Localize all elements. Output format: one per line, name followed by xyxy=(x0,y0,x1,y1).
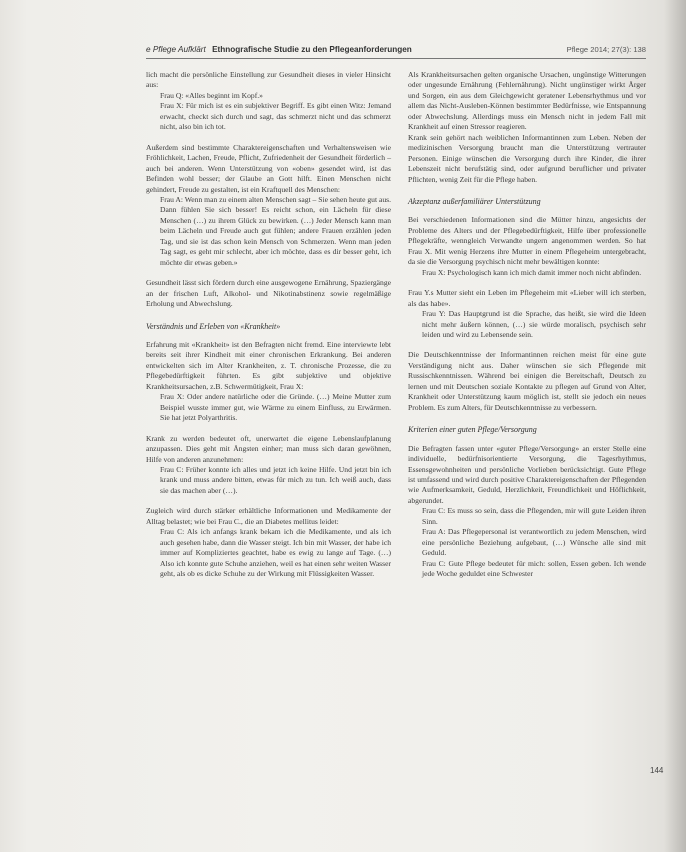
right-column xyxy=(408,70,646,579)
interview-quote: Frau X: Psychologisch kann ich mich damit immer noch nicht abfinden. xyxy=(422,267,642,277)
page-number: 144 xyxy=(650,766,664,775)
body-paragraph: Erfahrung mit «Krankheit» ist den Befragten nicht fremd. Eine interviewte lebt bereits seit ihrer Kindheit mit einer chronischen Erkrankung. Bei anderen entwickelten sich im Alter Krankheiten, z. T. chronische Prozesse, die zu Pflegebedürftigkeit führten. Es gibt subjektive und objektive Krankheitsursachen, z.B. Schwermütigkeit, Frau X: xyxy=(146,339,391,391)
interview-quote: Frau C: Als ich anfangs krank bekam ich die Medikamente, und als ich auch gesehen habe, dann die Wasser steigt. Ich bin mit Wasser, der habe ich immer auf Kompliziertes geachtet, habe es ewig zu lange auf Tage. (…) Also ich konnte gute Schuhe anziehen, weil es hat einen sehr weiten Wasser geht, als ob es dicke Schuhe zu der Wirkung mit Flüssigkeiten Wasser. xyxy=(160,527,391,579)
body-paragraph: Die Deutschkenntnisse der Informantinnen reichen meist für eine gute Verständigung nicht aus. Daher wünschen sie sich Pflegende mit Russischkenntnissen. Während bei einigen die Bereitschaft, Deutsch zu lernen und mit Deutschen soziale Kontakte zu pflegen auf Grund von Alter, Krankheit oder Unterstützung kaum möglich ist, stellt sie jedoch ein neues Problem. Es zum Alters, für Deutschkenntnisse zu verbessern. xyxy=(408,350,646,412)
interview-quote: Frau C: Gute Pflege bedeutet für mich: sollen, Essen geben. Ich wende jede Woche geduldet eine Schwester xyxy=(422,558,646,579)
body-paragraph: Krank sein gehört nach weiblichen Informantinnen zum Leben. Neben der medizinischen Versorgung braucht man die Unterstützung vertrauter Personen. Einige wünschen die Versorgung durch ihre Kinder, die ihrer Lebenszeit nicht berufstätig sind, oder aufgrund beruflicher und privater Pflichten, wenig Zeit für die Pflege haben. xyxy=(408,132,646,184)
interview-quote: Frau Y: Das Hauptgrund ist die Sprache, das heißt, sie wird die Ideen nicht mehr äußern können, (…) sie würde moralisch, psychisch sehr leiden und wird zu Lebensende sein. xyxy=(422,309,646,339)
section-heading: Verständnis und Erleben von «Krankheit» xyxy=(146,321,281,331)
body-paragraph: Die Befragten fassen unter «guter Pflege/Versorgung» an erster Stelle eine individuelle, bedürfnisorientierte Versorgung, die Tagesrhythmus, Essensgewohnheiten und persönliche Vorlieben berücksichtigt. Gute Pflege ist umfassend und wird durch positive Charaktereigenschaften der Pflegenden wie Aufmerksamkeit, Geduld, Herzlichkeit, Freundlichkeit und Höflichkeit, abgerundet. xyxy=(408,443,646,505)
interview-quote: Frau X: Für mich ist es ein subjektiver Begriff. Es gibt einen Witz: Jemand erwacht, checkt sich durch und sagt, das schmerzt nicht und das schmerzt nicht, also bin ich tot. xyxy=(160,101,391,132)
left-column xyxy=(146,70,391,579)
body-paragraph: Zugleich wird durch stärker erhältliche Informationen und Medikamente der Alltag belastet; wie bei Frau C., die an Diabetes mellitus leidet: xyxy=(146,506,391,526)
header-author: e Pflege Aufklärt xyxy=(146,45,206,54)
interview-quote: Frau C: Früher konnte ich alles und jetzt ich keine Hilfe. Und jetzt bin ich krank und muss andere bitten, etwas für mich zu tun. Ich weiß auch, dass sie das machen aber (…). xyxy=(160,464,391,495)
interview-quote: Frau X: Oder andere natürliche oder die Gründe. (…) Meine Mutter zum Beispiel wusste immer gut, wie Wärme zu einem Einfluss, zu Erwärmen. Sie hat jetzt Polyarthritis. xyxy=(160,392,391,423)
body-paragraph: Bei verschiedenen Informationen sind die Mütter hinzu, angesichts der Probleme des Alters und der Pflegebedürftigkeit, Hilfe über professionelle Pflegekräfte, wenngleich Verwandte ungern angenommen werden. So hat Frau X. Mit wenig Herzens ihre Mutter in einem Pflegeheim untergebracht, da sie die Versorgung psychisch nicht mehr bewältigen konnte: xyxy=(408,215,646,267)
interview-quote: Frau Q: «Alles beginnt im Kopf.» xyxy=(160,90,263,100)
body-paragraph: lich macht die persönliche Einstellung zur Gesundheit dieses in vieler Hinsicht aus: xyxy=(146,70,391,90)
interview-quote: Frau C: Es muss so sein, dass die Pflegenden, mir will gute Leiden ihren Sinn. xyxy=(422,506,646,526)
body-paragraph: Außerdem sind bestimmte Charaktereigenschaften und Verhaltensweisen wie Fröhlichkeit, Lachen, Freude, Pflicht, Zufriedenheit der Gesundheit förderlich – auch bei anderen. Wenn Unterstützung von «oben» gesendet wird, ist das Befinden wohl besser; der Glaube an Gott hilft. Einen Menschen nicht gehindert, Freude zu gestalten, ist ein Kraftquell des Menschen: xyxy=(146,142,391,194)
interview-quote: Frau A: Das Pflegepersonal ist verantwortlich zu jedem Menschen, wird eine persönliche Beziehung aufgebaut, (…) Wünsche alle sind mit Geduld. xyxy=(422,527,646,558)
body-paragraph: Frau Y.s Mutter sieht ein Leben im Pflegeheim mit «Lieber will ich sterben, als das habe». xyxy=(408,288,646,308)
page-edge-shadow xyxy=(664,0,686,852)
running-header xyxy=(146,45,646,59)
body-paragraph: Als Krankheitsursachen gelten organische Ursachen, ungünstige Witterungen oder ungesunde Ernährung (Fehlernährung). Nicht ungünstiger wirkt Ärger und Sorgen, ein aus dem Gleichgewicht geratener Lebensrhythmus und vor allem das Nicht-Ausleben-Können bestimmter Bedürfnisse, wie Entspannung oder Abwechslung. Allerdings muss ein Mensch nicht in jedem Fall mit Krankheit auf einen Stressor reagieren. xyxy=(408,70,646,132)
interview-quote: Frau A: Wenn man zu einem alten Menschen sagt – Sie sehen heute gut aus. Dann fühlen Sie sich besser! Es reicht schon, ein Lächeln für diese Menschen (…) zu ihrem Glück zu bewirken. (…) Jeder Mensch kann man beim Lächeln und Freude auch gut fühlen; andere Frauen erzählen jeden Tag, und sie ist das schon kein Mensch von Schmerzen. Wenn man jeden Tag sagt, es geht mir schlecht, aber ich möchte, dass es dir besser geht, ich möchte dir etwas geben.» xyxy=(160,194,392,267)
header-rule xyxy=(146,58,646,59)
section-heading: Kriterien einer guten Pflege/Versorgung xyxy=(408,425,537,435)
section-heading: Akzeptanz außerfamiliärer Unterstützung xyxy=(408,196,541,206)
body-paragraph: Gesundheit lässt sich fördern durch eine ausgewogene Ernährung, Spaziergänge an der frischen Luft, Alkohol- und Nikotinabstinenz sowie regelmäßige Erholung und Abwechslung. xyxy=(146,278,391,309)
header-journal: Pflege 2014; 27(3): 138 xyxy=(566,45,646,54)
body-paragraph: Krank zu werden bedeutet oft, unerwartet die eigene Lebenslaufplanung anzupassen. Dies geht mit Ängsten einher; man muss sich daran gewöhnen, Hilfe von anderen anzunehmen: xyxy=(146,433,391,464)
header-title: Ethnografische Studie zu den Pflegeanforderungen xyxy=(212,45,412,54)
